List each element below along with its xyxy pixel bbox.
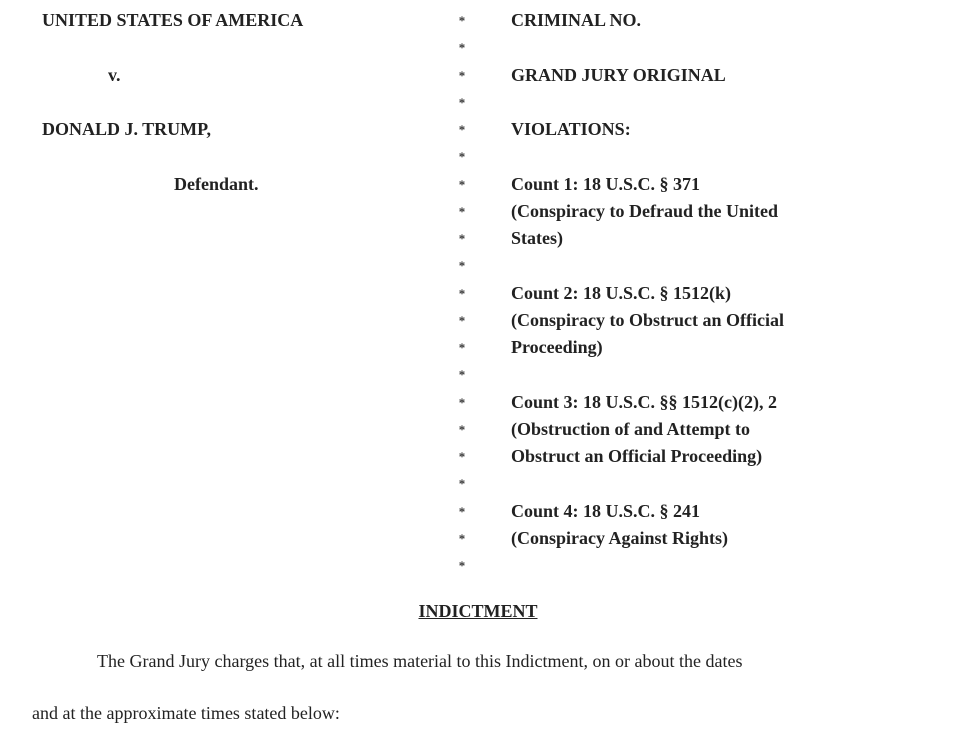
separator-star: * <box>458 177 466 192</box>
separator-star: * <box>458 395 466 410</box>
count-2-statute: Count 2: 18 U.S.C. § 1512(k) <box>511 283 732 303</box>
count-3-statute: Count 3: 18 U.S.C. §§ 1512(c)(2), 2 <box>511 392 777 412</box>
violations-heading: VIOLATIONS: <box>511 119 631 139</box>
count-2-description-cont: Proceeding) <box>511 337 603 357</box>
defendant-name: DONALD J. TRUMP, <box>42 119 212 139</box>
separator-star: * <box>458 40 466 55</box>
separator-star: * <box>458 258 466 273</box>
separator-star: * <box>458 422 466 437</box>
separator-star: * <box>458 558 466 573</box>
plaintiff-name: UNITED STATES OF AMERICA <box>42 10 304 30</box>
separator-star: * <box>458 340 466 355</box>
indictment-title: INDICTMENT <box>418 601 538 621</box>
indictment-paragraph-line-2: and at the approximate times stated below: <box>32 703 340 723</box>
count-4-statute: Count 4: 18 U.S.C. § 241 <box>511 501 701 521</box>
versus-text: v. <box>108 65 121 85</box>
indictment-paragraph-line-1: The Grand Jury charges that, at all times material to this Indictment, on or about the dates <box>97 651 743 671</box>
separator-star: * <box>458 286 466 301</box>
separator-star: * <box>458 149 466 164</box>
separator-star: * <box>458 95 466 110</box>
count-1-statute: Count 1: 18 U.S.C. § 371 <box>511 174 701 194</box>
separator-star: * <box>458 531 466 546</box>
separator-star: * <box>458 231 466 246</box>
count-3-description-cont: Obstruct an Official Proceeding) <box>511 446 763 466</box>
grand-jury-label: GRAND JURY ORIGINAL <box>511 65 726 85</box>
count-2-description: (Conspiracy to Obstruct an Official <box>511 310 784 330</box>
count-3-description: (Obstruction of and Attempt to <box>511 419 750 439</box>
defendant-role: Defendant. <box>174 174 259 194</box>
criminal-number: CRIMINAL NO. <box>511 10 642 30</box>
separator-star: * <box>458 367 466 382</box>
separator-star: * <box>458 476 466 491</box>
separator-star: * <box>458 13 466 28</box>
count-1-description-cont: States) <box>511 228 563 248</box>
separator-star: * <box>458 504 466 519</box>
separator-star: * <box>458 68 466 83</box>
count-4-description: (Conspiracy Against Rights) <box>511 528 729 548</box>
separator-star: * <box>458 122 466 137</box>
separator-star: * <box>458 449 466 464</box>
separator-star: * <box>458 204 466 219</box>
separator-star: * <box>458 313 466 328</box>
count-1-description: (Conspiracy to Defraud the United <box>511 201 778 221</box>
